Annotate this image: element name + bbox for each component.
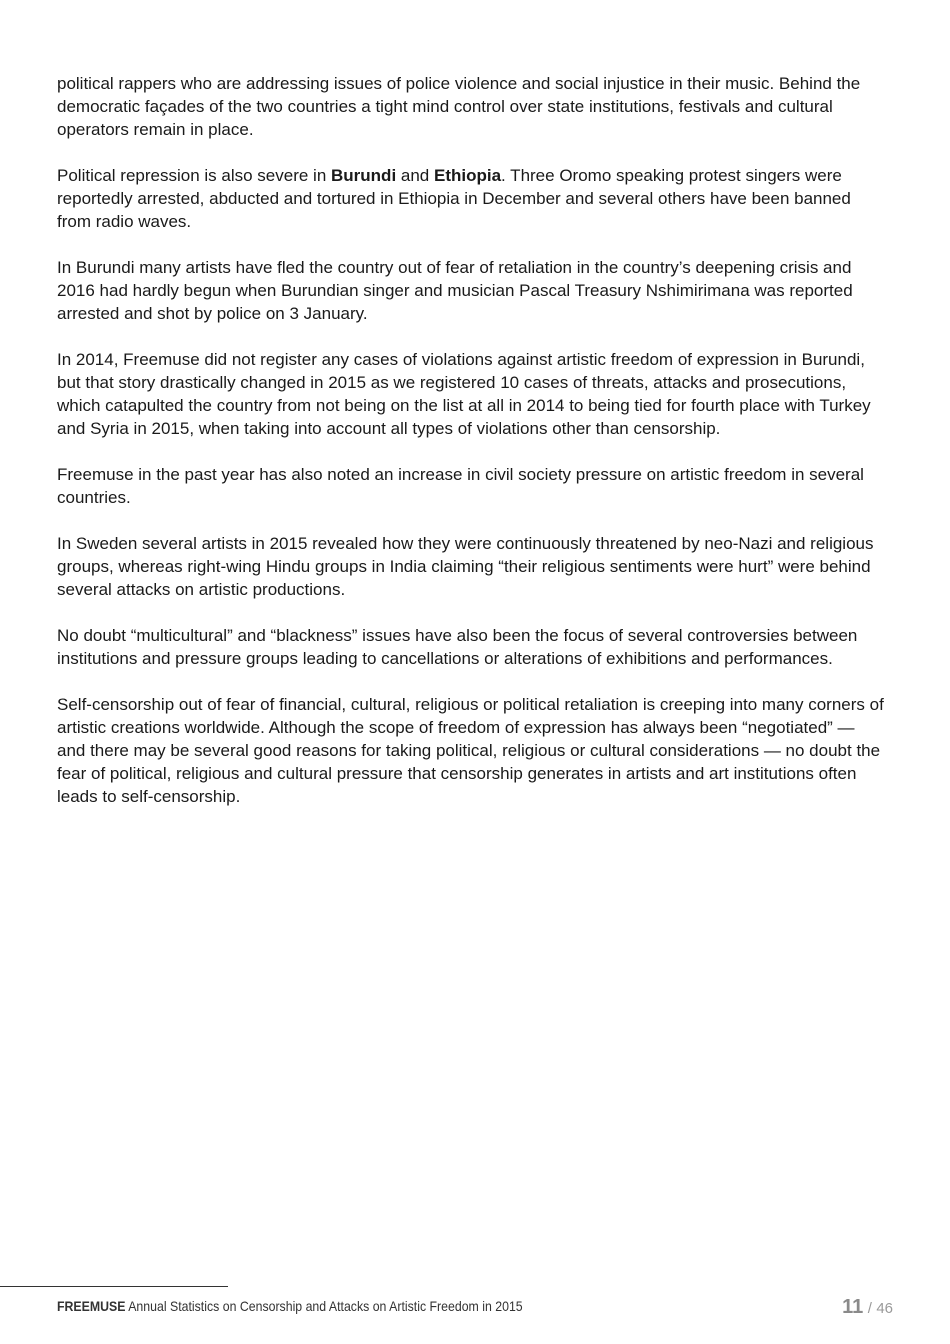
paragraph-text: Political repression is also severe in [57, 166, 332, 185]
footer-document-title: Annual Statistics on Censorship and Attacks on Artistic Freedom in 2015 [128, 1298, 523, 1314]
paragraph: political rappers who are addressing issues of police violence and social injustice in their music. Behind the democratic façades of the two countries a tight mind control over state institutions, festivals and cultural operators remain in place. [57, 74, 861, 139]
document-body [57, 72, 887, 831]
paragraph: In 2014, Freemuse did not register any cases of violations against artistic freedom of expression in Burundi, but that story drastically changed in 2015 as we registered 10 cases of threats, attacks and prosecutions, which catapulted the country from not being on the list at all in 2014 to being tied for fourth place with Turkey and Syria in 2015, when taking into account all types of violations other than censorship. [57, 350, 871, 438]
paragraph: In Sweden several artists in 2015 revealed how they were continuously threatened by neo-Nazi and religious groups, whereas right-wing Hindu groups in India claiming “their religious sentiments were hurt” were behind several attacks on artistic productions. [57, 534, 874, 599]
paragraph: No doubt “multicultural” and “blackness” issues have also been the focus of several controversies between institutions and pressure groups leading to cancellations or alterations of exhibitions and performances. [57, 626, 858, 668]
footer-title [57, 1296, 523, 1316]
footer-divider [0, 1286, 228, 1287]
page-indicator [842, 1296, 893, 1319]
page-separator: / [867, 1300, 872, 1317]
paragraph: Self-censorship out of fear of financial, cultural, religious or political retaliation is creeping into many corners of artistic creations worldwide. Although the scope of freedom of expression has always been “negotiated” — and there may be several good reasons for taking political, religious or cultural considerations — no doubt the fear of political, religious and cultural pressure that censorship generates in artists and art institutions often leads to self-censorship. [57, 695, 884, 806]
bold-term-ethiopia: Ethiopia [433, 166, 502, 185]
paragraph-text: and [396, 166, 434, 185]
paragraph: In Burundi many artists have fled the country out of fear of retaliation in the country’s deepening crisis and 2016 had hardly begun when Burundian singer and musician Pascal Treasury Nshimirimana was reported arrested and shot by police on 3 January. [57, 258, 853, 323]
paragraph-text: . Three Oromo speaking protest singers were reportedly arrested, abducted and tortured in Ethiopia in December and several others have been banned from radio waves. [57, 166, 851, 231]
page-total: 46 [876, 1300, 893, 1317]
page-number: 11 [842, 1296, 864, 1318]
paragraph [57, 164, 887, 233]
footer-brand: FREEMUSE [57, 1298, 126, 1314]
bold-term-burundi: Burundi [331, 166, 397, 185]
paragraph: Freemuse in the past year has also noted an increase in civil society pressure on artistic freedom in several countries. [57, 465, 864, 507]
